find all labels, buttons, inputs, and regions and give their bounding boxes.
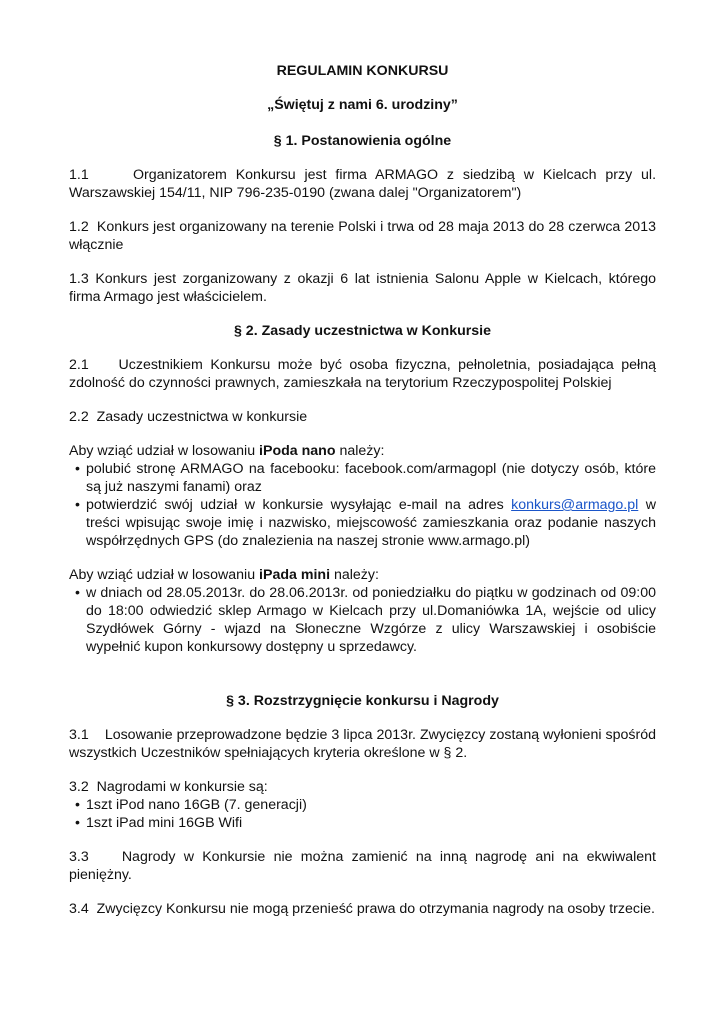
paragraph-number: 3.1	[69, 727, 89, 743]
ipod-nano-label: iPoda nano	[259, 443, 336, 459]
bullet-icon: •	[75, 497, 80, 513]
list-item	[69, 814, 656, 832]
section-3-heading: § 3. Rozstrzygnięcie konkursu i Nagrody	[226, 693, 499, 709]
ipod-requirements-list	[69, 460, 656, 550]
paragraph-text: Nagrodami w konkursie są:	[96, 779, 268, 795]
paragraph-1-1	[69, 166, 656, 202]
list-item-text: 1szt iPad mini 16GB Wifi	[86, 815, 243, 831]
paragraph-number: 1.3	[69, 271, 89, 287]
paragraph-text: Konkurs jest organizowany na terenie Polski i trwa od 28 maja 2013 do 28 czerwca 2013 włącznie	[69, 219, 656, 253]
email-link[interactable]: konkurs@armago.pl	[511, 497, 639, 513]
list-item-text-end: w treści wpisując swoje imię i nazwisko, miejscowość zamieszkania oraz podanie naszych współrzędnych GPS (do znalezienia na naszej stronie www.armago.pl)	[86, 497, 657, 549]
ipad-requirements-list	[69, 584, 656, 656]
paragraph-text: Zasady uczestnictwa w konkursie	[96, 409, 308, 425]
paragraph-2-1	[69, 356, 656, 392]
bullet-icon: •	[75, 797, 80, 813]
prizes-list	[69, 796, 656, 832]
list-item-text: w dniach od 28.05.2013r. do 28.06.2013r. od poniedziałku do piątku w godzinach od 09:00 do 18:00 odwiedzić sklep Armago w Kielcach przy ul.Domaniówka 1A, wejście od ulicy Szydłówek Górny - wjazd na Słoneczne Wzgórze z ulicy Warszawskiej i osobiście wypełnić kupon konkursowy dostępny u sprzedawcy.	[86, 585, 656, 655]
paragraph-number: 3.3	[69, 849, 89, 865]
paragraph-2-2	[69, 408, 656, 426]
lead-text-end: należy:	[335, 443, 385, 459]
paragraph-3-3	[69, 848, 656, 884]
paragraph-text: Uczestnikiem Konkursu może być osoba fizyczna, pełnoletnia, posiadająca pełną zdolność do czynności prawnych, zamieszkała na terytorium Rzeczypospolitej Polskiej	[69, 357, 656, 391]
lead-text: Aby wziąć udział w losowaniu	[69, 567, 260, 583]
paragraph-number: 2.2	[69, 409, 89, 425]
paragraph-text: Losowanie przeprowadzone będzie 3 lipca 2013r. Zwycięzcy zostaną wyłonieni spośród wszystkich Uczestników spełniających kryteria określone w § 2.	[69, 727, 656, 761]
paragraph-text: Konkurs jest zorganizowany z okazji 6 lat istnienia Salonu Apple w Kielcach, którego firma Armago jest właścicielem.	[69, 271, 656, 305]
ipad-lead	[69, 566, 656, 584]
document-page	[69, 62, 656, 934]
lead-text-end: należy:	[330, 567, 379, 583]
document-subtitle: „Świętuj z nami 6. urodziny”	[267, 97, 458, 113]
section-2-heading: § 2. Zasady uczestnictwa w Konkursie	[233, 323, 492, 339]
bullet-icon: •	[75, 815, 80, 831]
list-item-text: 1szt iPod nano 16GB (7. generacji)	[86, 797, 307, 813]
list-item	[69, 584, 656, 656]
paragraph-1-3	[69, 270, 656, 306]
paragraph-text: Zwycięzcy Konkursu nie mogą przenieść prawa do otrzymania nagrody na osoby trzecie.	[96, 901, 655, 917]
paragraph-text: Organizatorem Konkursu jest firma ARMAGO z siedzibą w Kielcach przy ul. Warszawskiej 154/11, NIP 796-235-0190 (zwana dalej "Organizatorem")	[69, 167, 657, 201]
section-1-heading: § 1. Postanowienia ogólne	[273, 133, 452, 149]
spacer	[69, 672, 656, 692]
bullet-icon: •	[75, 585, 80, 601]
document-title: REGULAMIN KONKURSU	[276, 63, 449, 79]
ipod-lead	[69, 442, 656, 460]
ipad-mini-label: iPada mini	[259, 567, 331, 583]
list-item	[69, 496, 656, 550]
paragraph-text: Nagrody w Konkursie nie można zamienić na inną nagrodę ani na ekwiwalent pieniężny.	[69, 849, 656, 883]
paragraph-3-2	[69, 778, 656, 796]
lead-text: Aby wziąć udział w losowaniu	[69, 443, 260, 459]
paragraph-3-1	[69, 726, 656, 762]
paragraph-1-2	[69, 218, 656, 254]
bullet-icon: •	[75, 461, 80, 477]
list-item-text: polubić stronę ARMAGO na facebooku: facebook.com/armagopl (nie dotyczy osób, które są już naszymi fanami) oraz	[86, 461, 656, 495]
list-item	[69, 796, 656, 814]
paragraph-number: 2.1	[69, 357, 89, 373]
paragraph-number: 1.1	[69, 167, 89, 183]
paragraph-number: 3.4	[69, 901, 89, 917]
paragraph-number: 1.2	[69, 219, 89, 235]
paragraph-3-4	[69, 900, 656, 918]
paragraph-number: 3.2	[69, 779, 89, 795]
list-item	[69, 460, 656, 496]
list-item-text: potwierdzić swój udział w konkursie wysyłając e-mail na adres	[86, 497, 512, 513]
